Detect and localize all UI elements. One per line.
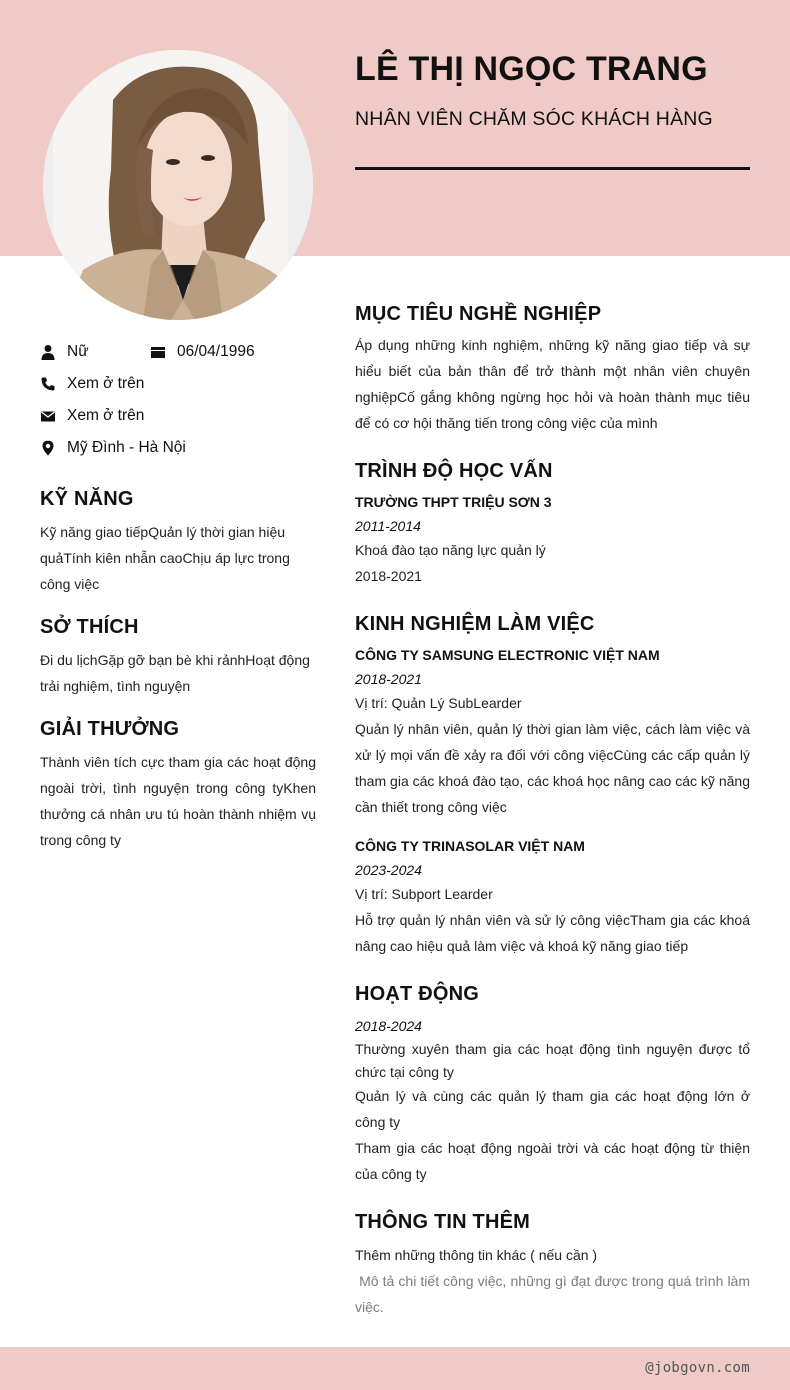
awards-heading: GIẢI THƯỞNG bbox=[40, 718, 180, 740]
email-value: Xem ở trên bbox=[67, 407, 145, 424]
awards-text: Thành viên tích cực tham gia các hoạt động ngoài trời, tình nguyện trong công tyKhen thưởng cá nhân ưu tú hoàn thành nhiệm vụ trong công ty bbox=[40, 754, 316, 848]
job-position: Vị trí: Quản Lý SubLearder bbox=[355, 695, 522, 711]
additional-placeholder: Mô tả chi tiết công việc, những gì đạt được trong quá trình làm việc. bbox=[355, 1273, 754, 1315]
additional-heading: THÔNG TIN THÊM bbox=[355, 1211, 531, 1233]
job-company: CÔNG TY SAMSUNG ELECTRONIC VIỆT NAM bbox=[355, 647, 660, 663]
contact-phone bbox=[40, 375, 144, 393]
course-name: Khoá đào tạo năng lực quản lý bbox=[355, 542, 546, 558]
skills-text: Kỹ năng giao tiếpQuản lý thời gian hiệu quảTính kiên nhẫn caoChịu áp lực trong công việc bbox=[40, 524, 290, 592]
contact-gender bbox=[40, 343, 89, 361]
avatar-illustration bbox=[43, 50, 313, 320]
contact-birthday bbox=[150, 343, 255, 361]
activity-item: Tham gia các hoạt động ngoài trời và các hoạt động từ thiện của công ty bbox=[355, 1140, 750, 1182]
calendar-icon bbox=[150, 344, 166, 360]
title-divider bbox=[355, 167, 750, 170]
job-description: Hỗ trợ quản lý nhân viên và sử lý công việcTham gia các khoá nâng cao hiệu quả làm việc và khoá kỹ năng giao tiếp bbox=[355, 912, 750, 954]
phone-icon bbox=[40, 376, 56, 392]
activities-period: 2018-2024 bbox=[355, 1018, 422, 1034]
activity-item: Quản lý và cùng các quản lý tham gia các hoạt động lớn ở công ty bbox=[355, 1088, 750, 1130]
job-period: 2023-2024 bbox=[355, 862, 422, 878]
candidate-name: LÊ THỊ NGỌC TRANG bbox=[355, 50, 708, 88]
phone-value: Xem ở trên bbox=[67, 375, 145, 392]
activities-heading: HOẠT ĐỘNG bbox=[355, 983, 480, 1005]
gender-value: Nữ bbox=[67, 343, 89, 360]
job-company: CÔNG TY TRINASOLAR VIỆT NAM bbox=[355, 838, 585, 854]
watermark: @jobgovn.com bbox=[645, 1360, 750, 1376]
objective-text: Áp dụng những kinh nghiệm, những kỹ năng giao tiếp và sự hiểu biết của bản thân để trở thành một nhân viên chuyên nghiệpCố gắng không ngừng học hỏi và hoàn thành mục tiêu để có cơ hội thăng tiến trong công việc của mình bbox=[355, 337, 750, 431]
skills-heading: KỸ NĂNG bbox=[40, 488, 134, 510]
job-period: 2018-2021 bbox=[355, 671, 422, 687]
job-description: Quản lý nhân viên, quản lý thời gian làm việc, cách làm việc và xử lý mọi vấn đề xảy ra đối với công việcCùng các cấp quản lý tham gia các khoá đào tạo, các khoá học nâng cao các kỹ năng cần thiết trong công việc bbox=[355, 721, 750, 815]
school-name: TRƯỜNG THPT TRIỆU SƠN 3 bbox=[355, 494, 552, 510]
mail-icon bbox=[40, 408, 56, 424]
contact-address bbox=[40, 439, 186, 457]
user-icon bbox=[40, 344, 56, 360]
map-pin-icon bbox=[40, 440, 56, 456]
birthday-value: 06/04/1996 bbox=[177, 343, 255, 360]
course-period: 2018-2021 bbox=[355, 568, 422, 584]
avatar bbox=[43, 50, 313, 320]
education-heading: TRÌNH ĐỘ HỌC VẤN bbox=[355, 460, 553, 482]
job-title: NHÂN VIÊN CHĂM SÓC KHÁCH HÀNG bbox=[355, 108, 713, 130]
experience-heading: KINH NGHIỆM LÀM VIỆC bbox=[355, 613, 595, 635]
address-value: Mỹ Đình - Hà Nội bbox=[67, 439, 186, 456]
hobbies-text: Đi du lịchGặp gỡ bạn bè khi rảnhHoạt động trải nghiệm, tình nguyện bbox=[40, 652, 310, 694]
hobbies-heading: SỞ THÍCH bbox=[40, 616, 139, 638]
job-position: Vị trí: Subport Learder bbox=[355, 886, 493, 902]
school-period: 2011-2014 bbox=[355, 518, 421, 534]
additional-title: Thêm những thông tin khác ( nếu cần ) bbox=[355, 1247, 598, 1263]
activity-item: Thường xuyên tham gia các hoạt động tình nguyện được tổ chức tại công ty bbox=[355, 1041, 750, 1080]
objective-heading: MỤC TIÊU NGHỀ NGHIỆP bbox=[355, 303, 602, 325]
contact-email bbox=[40, 407, 144, 425]
